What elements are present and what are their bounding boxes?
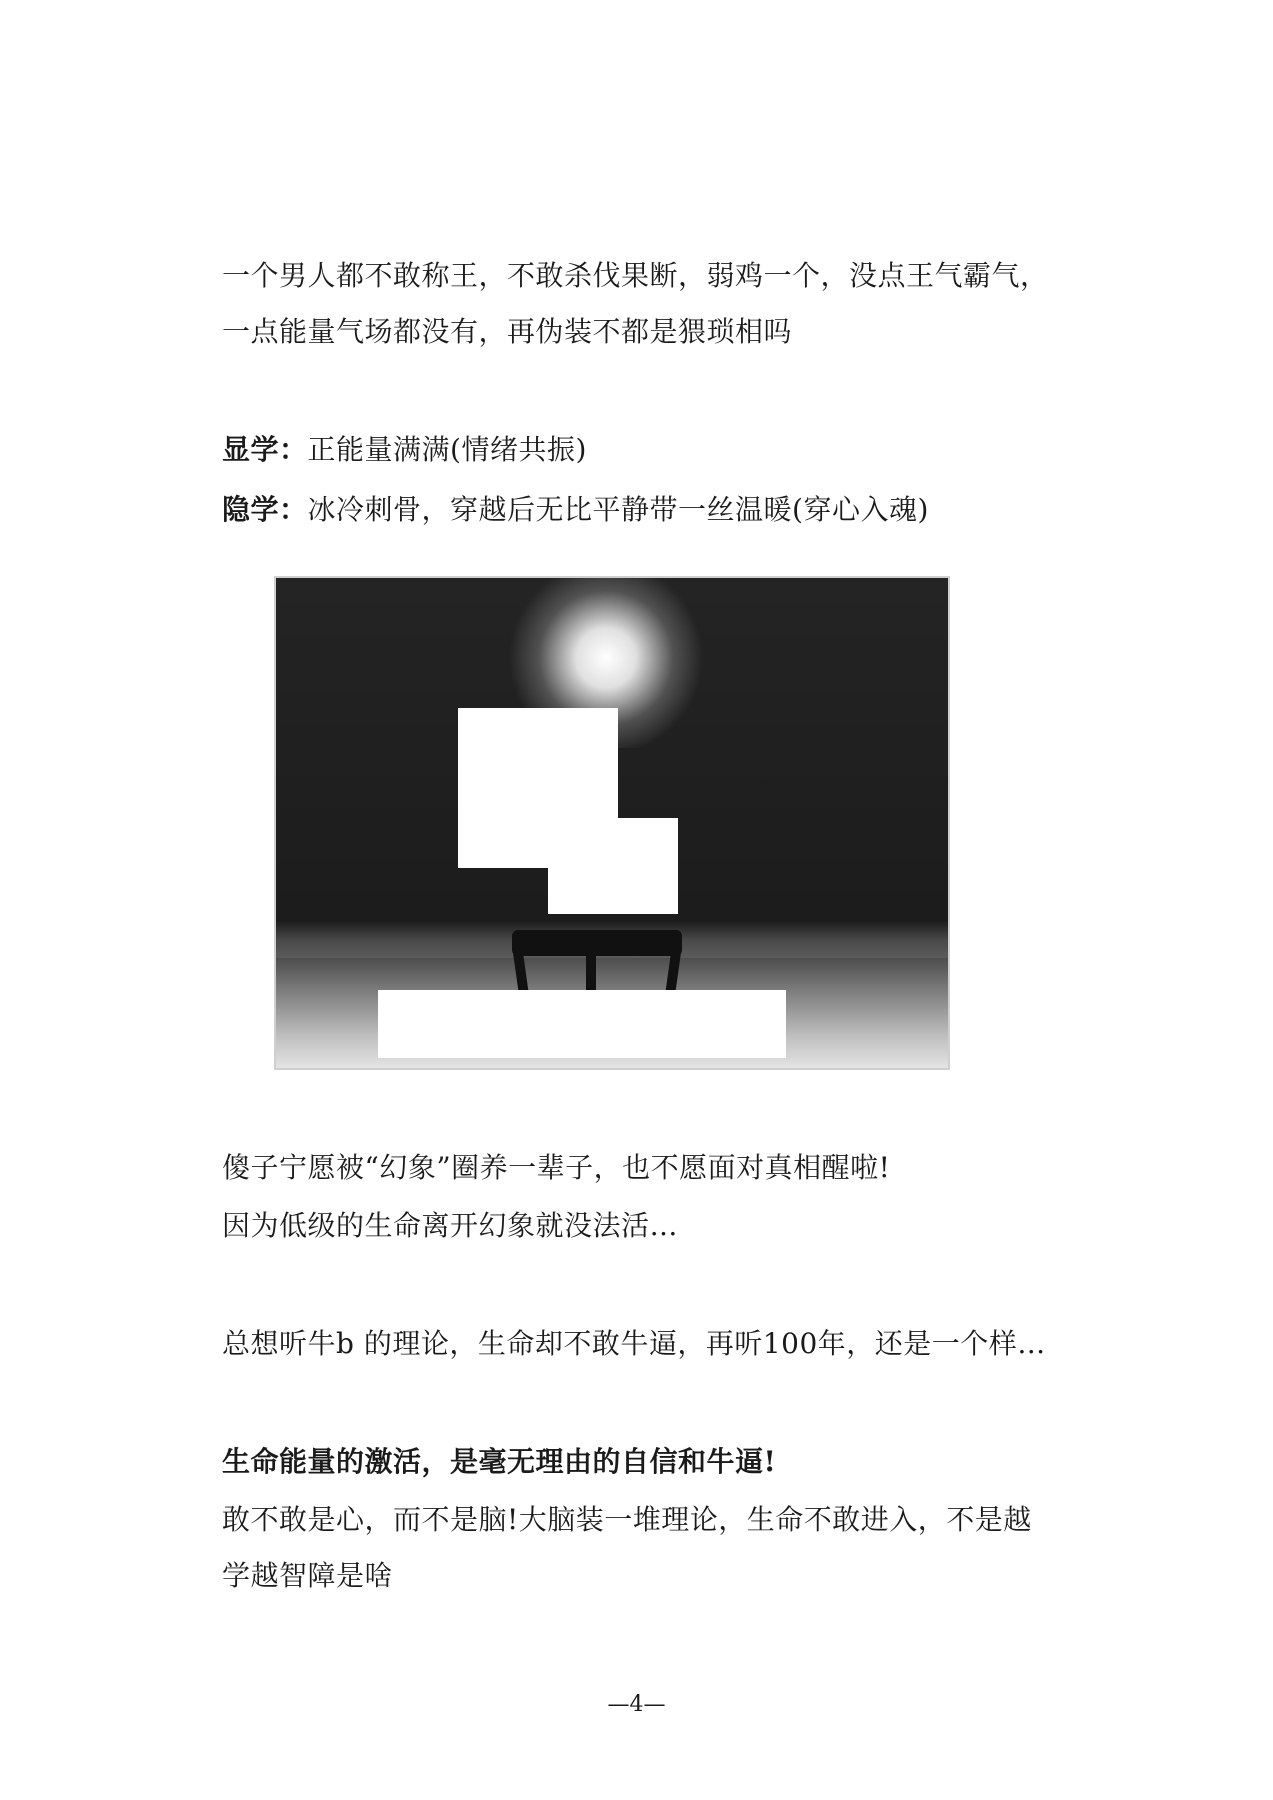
stage-photo [276, 578, 948, 1068]
heading-energy: 生命能量的激活，是毫无理由的自信和牛逼! [222, 1445, 777, 1478]
yinxue-label: 隐学： [222, 493, 308, 526]
paragraph-2-line-1: 傻子宁愿被“幻象”圈养一辈子，也不愿面对真相醒啦! [222, 1151, 891, 1184]
paragraph-4-line-1: 敢不敢是心，而不是脑!大脑装一堆理论，生命不敢进入，不是越 [222, 1503, 1032, 1536]
redaction-block [378, 990, 786, 1058]
redaction-block [548, 818, 678, 914]
yinxue-text: 冰冷刺骨，穿越后无比平静带一丝温暖(穿心入魂) [307, 493, 929, 526]
xianxue-row [222, 430, 587, 470]
paragraph-4-line-2: 学越智障是啥 [222, 1559, 394, 1592]
paragraph-2-line-2: 因为低级的生命离开幻象就没法活… [222, 1209, 679, 1242]
yinxue-row [222, 490, 929, 530]
paragraph-1-line-1: 一个男人都不敢称王，不敢杀伐果断，弱鸡一个，没点王气霸气， [222, 259, 1049, 292]
paragraph-1-line-2: 一点能量气场都没有，再伪装不都是猥琐相吗 [222, 315, 793, 348]
paragraph-3: 总想听牛b 的理论，生命却不敢牛逼，再听100年，还是一个样… [222, 1327, 1046, 1360]
xianxue-label: 显学： [222, 433, 308, 466]
page-number: —4— [607, 1692, 666, 1717]
chair-seat [512, 930, 682, 956]
xianxue-text: 正能量满满(情绪共振) [307, 433, 587, 466]
